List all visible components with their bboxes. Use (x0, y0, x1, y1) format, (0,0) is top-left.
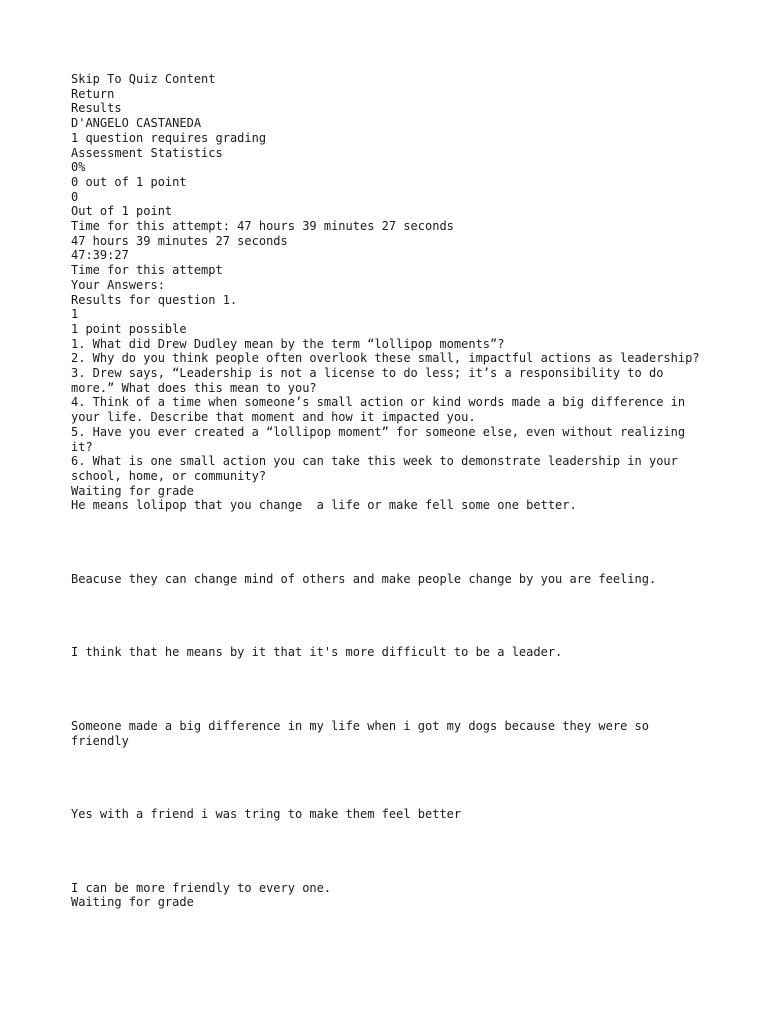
page-title: Results (71, 101, 122, 116)
grading-notice: 1 question requires grading (71, 130, 267, 145)
student-name: D'ANGELO CASTANEDA (71, 116, 202, 131)
answer-5: Yes with a friend i was tring to make them feel better (71, 807, 462, 822)
answer-spacer (71, 822, 711, 881)
your-answers-heading: Your Answers: (71, 277, 165, 292)
skip-to-quiz-content-link[interactable]: Skip To Quiz Content (71, 72, 216, 86)
question-prompt-2: 2. Why do you think people often overlook these small, impactful actions as leadership? (71, 351, 700, 366)
answer-4: Someone made a big difference in my life when i got my dogs because they were so friendly (71, 718, 657, 748)
answer-1: He means lolipop that you change a life or make fell some one better. (71, 498, 577, 513)
return-link[interactable]: Return (71, 86, 115, 101)
question-prompt-5: 5. Have you ever created a “lollipop moment” for someone else, even without realizing it? (71, 424, 693, 454)
answer-spacer (71, 513, 711, 572)
answer-spacer (71, 748, 711, 807)
grading-status: Waiting for grade (71, 483, 194, 498)
quiz-results-page (71, 72, 711, 910)
assessment-statistics-heading: Assessment Statistics (71, 145, 223, 160)
question-results-label: Results for question 1. (71, 292, 238, 307)
question-number: 1 (71, 307, 79, 322)
answer-spacer (71, 587, 711, 646)
attempt-time-label: Time for this attempt (71, 263, 223, 278)
points-possible: 1 point possible (71, 321, 187, 336)
question-prompt-4: 4. Think of a time when someone’s small action or kind words made a big difference in your life. Describe that moment and how it impacted you. (71, 395, 693, 425)
attempt-time-full: Time for this attempt: 47 hours 39 minutes 27 seconds (71, 219, 454, 234)
answer-6: I can be more friendly to every one. (71, 880, 332, 895)
question-prompt-6: 6. What is one small action you can take this week to demonstrate leadership in your school, home, or community? (71, 454, 686, 483)
out-of-label: Out of 1 point (71, 204, 173, 219)
score-percent: 0% (71, 160, 86, 175)
answer-spacer (71, 660, 711, 719)
points-summary: 0 out of 1 point (71, 174, 187, 189)
student-answer (71, 498, 711, 895)
attempt-time-words: 47 hours 39 minutes 27 seconds (71, 233, 288, 248)
score-value: 0 (71, 189, 79, 204)
answer-2: Beacuse they can change mind of others and make people change by you are feeling. (71, 571, 657, 586)
question-prompt-1: 1. What did Drew Dudley mean by the term “lollipop moments”? (71, 336, 505, 351)
attempt-time-clock: 47:39:27 (71, 248, 129, 263)
question-prompt-3: 3. Drew says, “Leadership is not a license to do less; it’s a responsibility to do more.” What does this mean to you? (71, 366, 671, 395)
grading-status-bottom: Waiting for grade (71, 895, 194, 910)
answer-3: I think that he means by it that it's more difficult to be a leader. (71, 645, 563, 660)
